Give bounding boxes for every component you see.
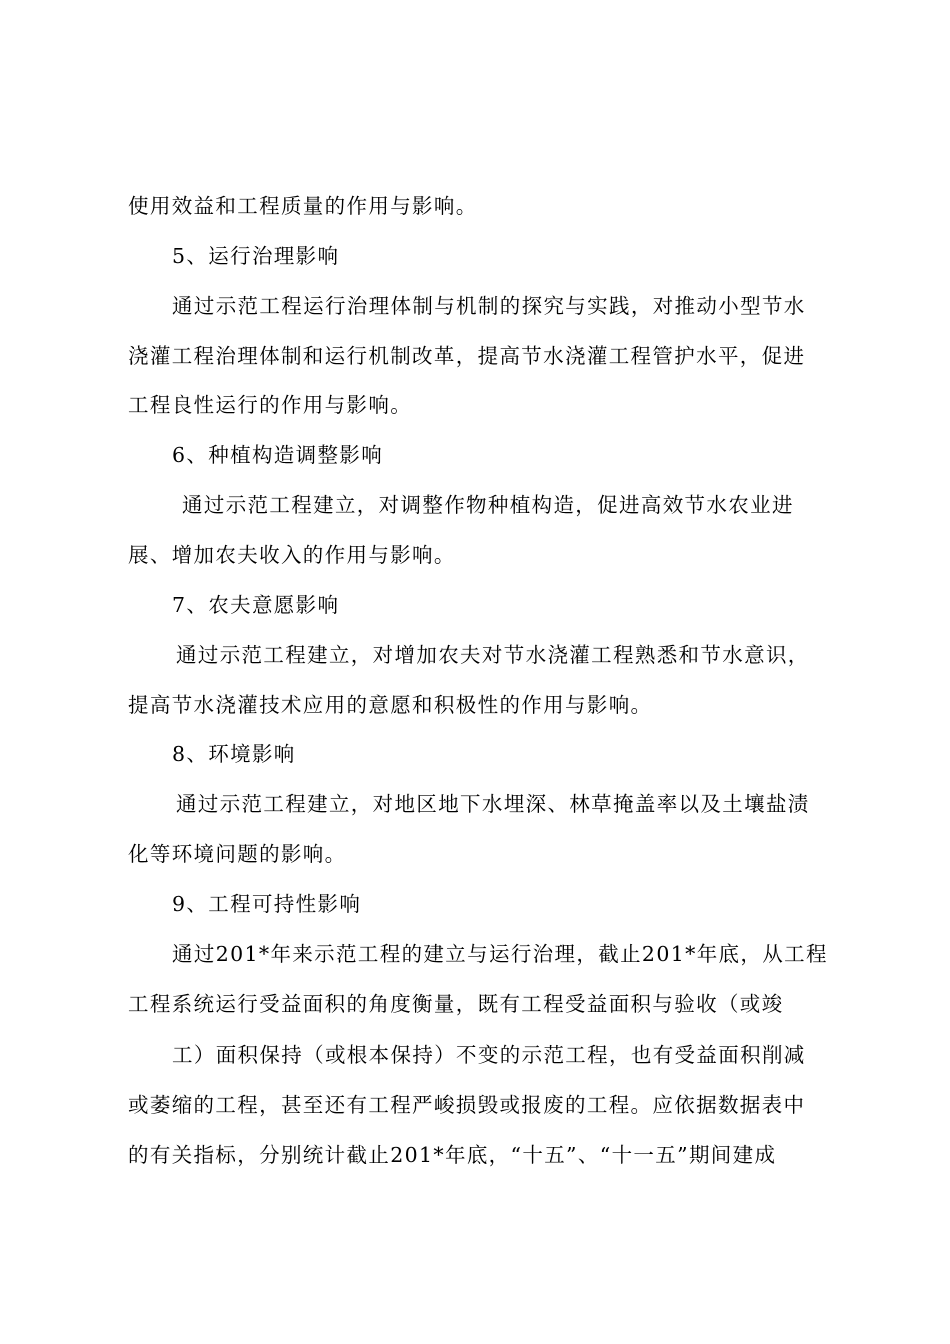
text-line: 使用效益和工程质量的作用与影响。 bbox=[128, 194, 478, 218]
text-line: 浇灌工程治理体制和运行机制改革，提高节水浇灌工程管护水平，促进 bbox=[128, 344, 806, 368]
text-line: 工）面积保持（或根本保持）不变的示范工程，也有受益面积削减 bbox=[172, 1043, 806, 1067]
text-line: 工程良性运行的作用与影响。 bbox=[128, 393, 413, 417]
text-line: 通过示范工程运行治理体制与机制的探究与实践，对推动小型节水 bbox=[172, 294, 806, 318]
text-line: 通过示范工程建立，对调整作物种植构造，促进高效节水农业进 bbox=[182, 493, 794, 517]
section-heading: 7、农夫意愿影响 bbox=[172, 593, 340, 617]
text-line: 工程系统运行受益面积的角度衡量，既有工程受益面积与验收（或竣 bbox=[128, 992, 784, 1016]
text-line: 通过示范工程建立，对地区地下水埋深、林草掩盖率以及土壤盐渍 bbox=[176, 792, 810, 816]
section-heading: 6、种植构造调整影响 bbox=[172, 443, 384, 467]
text-line: 化等环境问题的影响。 bbox=[128, 842, 347, 866]
text-line: 展、增加农夫收入的作用与影响。 bbox=[128, 543, 456, 567]
text-line: 的有关指标，分别统计截止201*年底，“十五”、“十一五”期间建成 bbox=[128, 1143, 777, 1167]
text-line: 通过201*年来示范工程的建立与运行治理，截止201*年底，从工程 bbox=[172, 942, 828, 966]
section-heading: 8、环境影响 bbox=[172, 742, 296, 766]
section-heading: 5、运行治理影响 bbox=[172, 244, 340, 268]
text-line: 通过示范工程建立，对增加农夫对节水浇灌工程熟悉和节水意识， bbox=[176, 643, 810, 667]
text-line: 提高节水浇灌技术应用的意愿和积极性的作用与影响。 bbox=[128, 693, 653, 717]
text-line: 或萎缩的工程，甚至还有工程严峻损毁或报废的工程。应依据数据表中 bbox=[128, 1093, 806, 1117]
section-heading: 9、工程可持性影响 bbox=[172, 892, 362, 916]
